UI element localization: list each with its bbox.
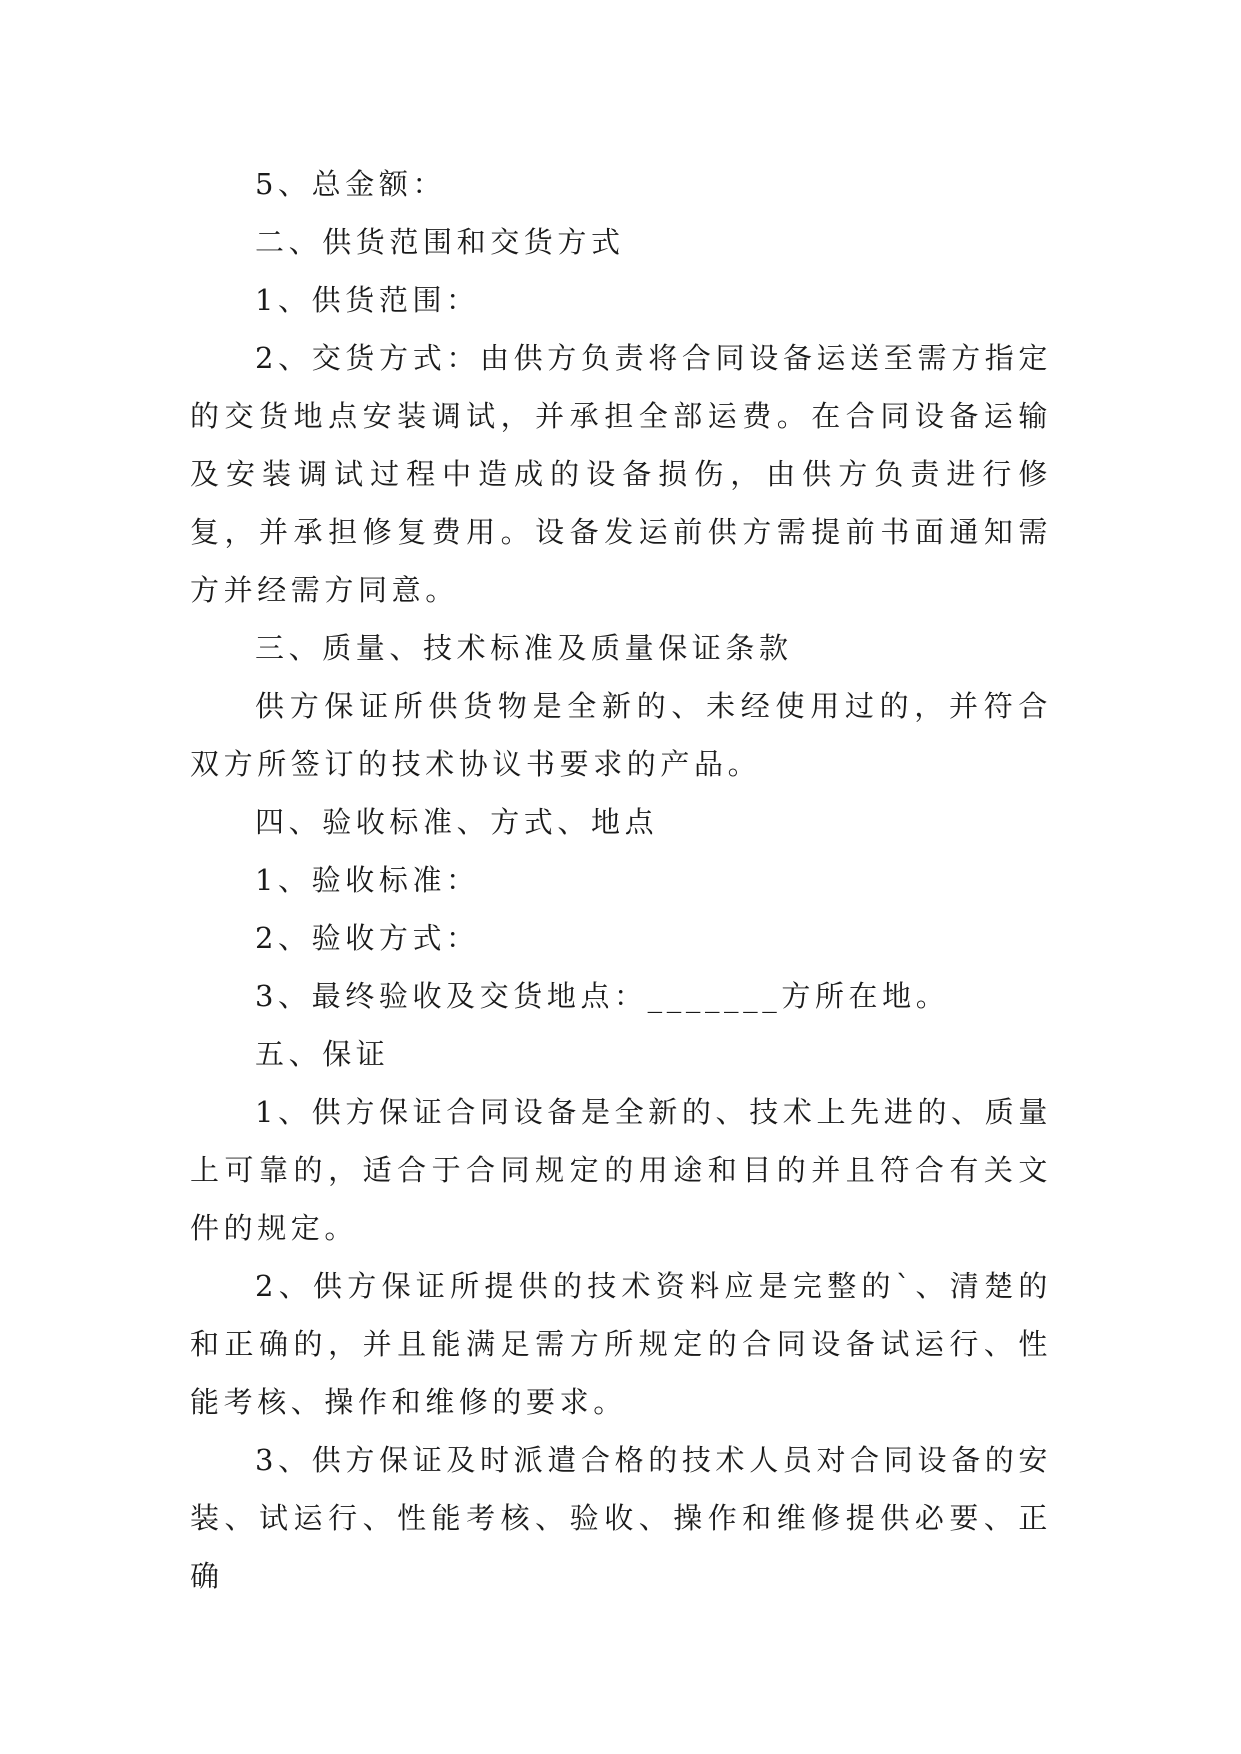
paragraph-quality-guarantee: 供方保证所供货物是全新的、未经使用过的，并符合双方所签订的技术协议书要求的产品。 <box>190 689 1052 781</box>
paragraph-delivery-method: 2、交货方式：由供方负责将合同设备运送至需方指定的交货地点安装调试，并承担全部运费。在合同设备运输及安装调试过程中造成的设备损伤，由供方负责进行修复，并承担修复费用。设备发运前供方需提前书面通知需方并经需方同意。 <box>190 341 1052 607</box>
heading-supply-scope-delivery: 二、供货范围和交货方式 <box>255 225 625 259</box>
paragraph-acceptance-method: 2、验收方式： <box>255 921 480 955</box>
paragraph-acceptance-standard: 1、验收标准： <box>255 863 480 897</box>
document-body <box>190 155 1052 1605</box>
heading-acceptance: 四、验收标准、方式、地点 <box>255 805 659 839</box>
paragraph-acceptance-location: 3、最终验收及交货地点：_______方所在地。 <box>255 979 950 1013</box>
paragraph-warranty-2: 2、供方保证所提供的技术资料应是完整的`、清楚的和正确的，并且能满足需方所规定的合同设备试运行、性能考核、操作和维修的要求。 <box>190 1269 1052 1419</box>
paragraph-total-amount: 5、总金额： <box>255 167 447 201</box>
heading-quality-standards: 三、质量、技术标准及质量保证条款 <box>255 631 793 665</box>
paragraph-warranty-3: 3、供方保证及时派遣合格的技术人员对合同设备的安装、试运行、性能考核、验收、操作和维修提供必要、正确 <box>190 1443 1052 1593</box>
heading-warranty: 五、保证 <box>255 1037 390 1071</box>
paragraph-warranty-1: 1、供方保证合同设备是全新的、技术上先进的、质量上可靠的，适合于合同规定的用途和目的并且符合有关文件的规定。 <box>190 1095 1052 1245</box>
paragraph-supply-scope: 1、供货范围： <box>255 283 480 317</box>
